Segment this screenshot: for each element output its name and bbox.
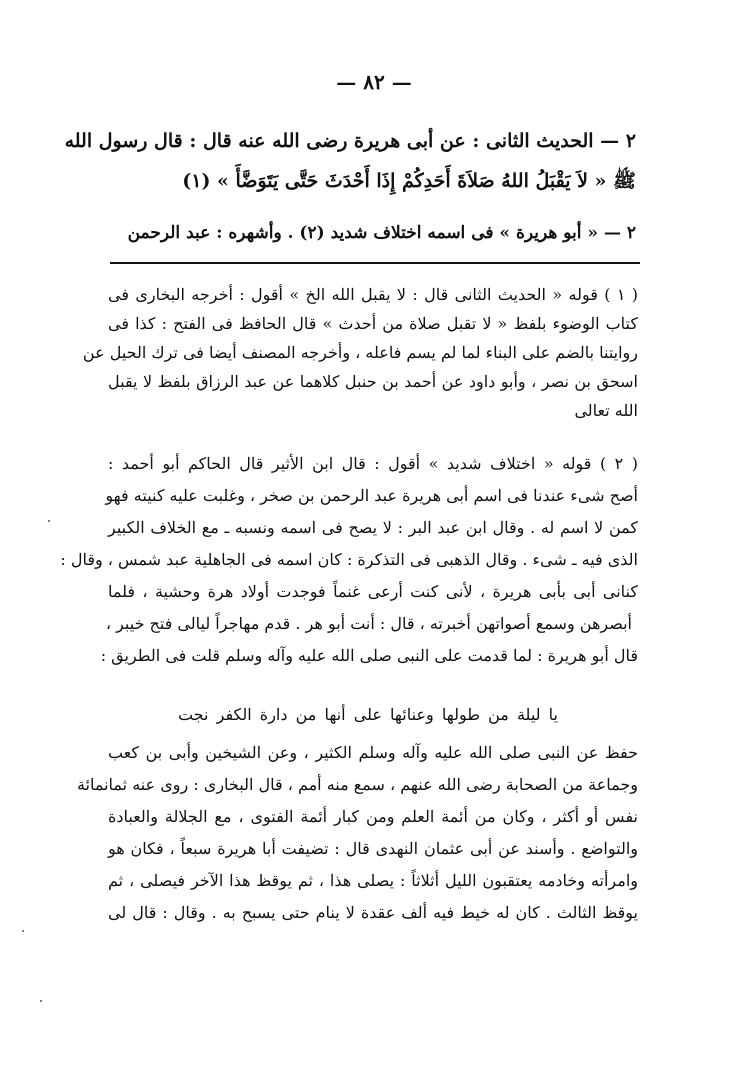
footnote-1-line: الله تعالى: [574, 401, 638, 420]
hadith-line-2: ﷺ « لاَ يَقْبَلُ اللهُ صَلاَةَ أَحَدِكُمْ إِذَا أَحْدَثَ حَتَّى يَتَوَضَّأَ » (١): [182, 170, 636, 192]
footnote-2-line: أبصرهن وسمع أصواتهن أخبرته ، قال : أنت أبو هر . قدم مهاجراً ليالى فتح خيبر ،: [105, 614, 632, 633]
footnote-1-line: اسحق بن نصر ، وأبو داود عن أحمد بن حنبل كلاهما عن عبد الرزاق بلفظ لا يقبل: [108, 372, 638, 391]
footnote-2-line: يوقظ الثالث . كان له خيط فيه ألف عقدة لا ينام حتى يسبح به . وقال : قال لى: [108, 903, 639, 922]
footnote-2-line: كمن لا اسم له . وقال ابن عبد البر : لا يصح فى اسمه ونسبه ـ مع الخلاف الكبير: [108, 518, 638, 537]
footnote-2-line: والتواضع . وأسند عن أبى عثمان النهدى قال : تضيفت أبا هريرة سبعاً ، فكان هو: [108, 839, 639, 858]
scan-speck: [22, 930, 24, 932]
footnote-2-line: وامرأته وخادمه يعتقبون الليل أثلاثاً : يصلى هذا ، ثم يوقظ هذا الآخر فيصلى ، ثم: [108, 871, 638, 890]
footnote-2-line: حفظ عن النبى صلى الله عليه وآله وسلم الكثير ، وعن الشيخين وأبى بن كعب: [108, 743, 638, 762]
footnote-2-line: الذى فيه ـ شىء . وقال الذهبى فى التذكرة : كان اسمه فى الجاهلية عبد شمس ، وقال :: [60, 550, 638, 569]
hadith-line-1: ٢ — الحديث الثانى : عن أبى هريرة رضى الله عنه قال : قال رسول الله: [64, 130, 636, 152]
page-number: — ٨٢ —: [336, 70, 412, 94]
scan-speck: [48, 520, 50, 522]
hadith-line-3: ٢ — « أبو هريرة » فى اسمه اختلاف شديد (٢) . وأشهره : عبد الرحمن: [127, 223, 636, 243]
footnote-separator: [110, 262, 640, 264]
footnote-2-line: كنانى أبى بأبى هريرة ، لأنى كنت أرعى غنماً فوجدت أولاد هرة وحشية ، فلما: [108, 582, 638, 601]
scan-speck: [40, 1000, 42, 1002]
footnote-1-line: كتاب الوضوء بلفظ « لا تقبل صلاة من أحدث » قال الحافظ فى الفتح : كذا فى: [108, 314, 638, 333]
footnote-1-line: روايتنا بالضم على البناء لما لم يسم فاعله ، وأخرجه المصنف أيضا فى ترك الحيل عن: [82, 343, 638, 362]
footnote-2-line: أصح شىء عندنا فى اسم أبى هريرة عبد الرحمن بن صخر ، وغلبت عليه كنيته فهو: [105, 486, 638, 505]
footnote-2-line: ( ٢ ) قوله « اختلاف شديد » أقول : قال ابن الأثير قال الحاكم أبو أحمد :: [108, 454, 638, 473]
footnote-2-line: قال أبو هريرة : لما قدمت على النبى صلى الله عليه وآله وسلم قلت فى الطريق :: [100, 646, 638, 665]
footnote-1-line: ( ١ ) قوله « الحديث الثانى قال : لا يقبل الله الخ » أقول : أخرجه البخارى فى: [108, 285, 639, 304]
poetry-verse: يا ليلة من طولها وعنائها على أنها من دارة الكفر نجت: [178, 705, 558, 724]
footnote-2-line: وجماعة من الصحابة رضى الله عنهم ، سمع منه أمم ، قال البخارى : روى عنه ثمانمائة: [76, 775, 638, 794]
footnote-2-line: نفس أو أكثر ، وكان من أئمة العلم ومن كبار أئمة الفتوى ، مع الجلالة والعبادة: [108, 807, 638, 826]
